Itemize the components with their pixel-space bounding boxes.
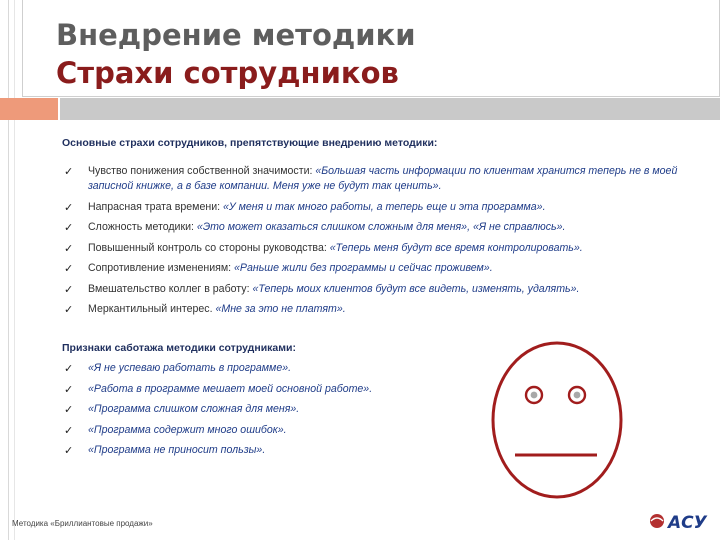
fear-item <box>62 241 702 256</box>
fear-quote: «У меня и так много работы, а теперь еще и эта программа». <box>223 200 546 213</box>
sabotage-item <box>62 402 462 417</box>
check-icon: ✓ <box>64 200 74 214</box>
footer-text: Методика «Бриллиантовые продажи» <box>12 519 153 528</box>
fear-item <box>62 200 702 215</box>
check-icon: ✓ <box>64 403 74 416</box>
check-icon: ✓ <box>64 444 74 457</box>
fear-quote: «Теперь моих клиентов будут все видеть, изменять, удалять». <box>252 282 580 295</box>
check-icon: ✓ <box>64 282 74 296</box>
fear-item <box>62 282 702 297</box>
accent-bar-orange <box>0 98 58 120</box>
sabotage-quote: «Программа слишком сложная для меня». <box>88 403 300 415</box>
fear-label: Сопротивление изменениям: <box>88 262 235 274</box>
check-icon: ✓ <box>64 303 74 316</box>
fear-item <box>62 164 702 194</box>
fear-quote: «Раньше жили без программы и сейчас проживем». <box>234 262 493 274</box>
sabotage-item <box>62 423 462 438</box>
sabotage-list <box>62 361 462 464</box>
fear-label: Чувство понижения собственной значимости: <box>88 165 316 177</box>
sabotage-item <box>62 443 462 458</box>
svg-text:АСУ: АСУ <box>668 513 707 533</box>
check-icon: ✓ <box>64 221 74 234</box>
neutral-face-icon <box>490 340 624 500</box>
check-icon: ✓ <box>64 262 74 275</box>
slide-subtitle: Страхи сотрудников <box>56 56 399 90</box>
sabotage-item <box>62 361 462 376</box>
check-icon: ✓ <box>64 165 74 178</box>
check-icon: ✓ <box>64 382 74 396</box>
fear-label: Напрасная трата времени: <box>88 200 223 213</box>
fear-item <box>62 302 702 317</box>
check-icon: ✓ <box>64 423 74 437</box>
left-rule <box>8 0 9 540</box>
sabotage-quote: «Работа в программе мешает моей основной работе». <box>88 382 373 395</box>
sabotage-quote: «Я не успеваю работать в программе». <box>88 362 292 374</box>
slide-title: Внедрение методики <box>56 18 416 52</box>
sabotage-quote: «Программа не приносит пользы». <box>88 444 266 456</box>
left-rule-inner <box>14 0 15 540</box>
fears-list <box>62 164 702 323</box>
fear-quote: «Большая часть информации по клиентам хранится теперь не в моей записной книжке, а в базе компании. Меня уже не будут так ценить». <box>88 165 678 192</box>
fear-item <box>62 220 702 235</box>
sabotage-heading: Признаки саботажа методики сотрудниками: <box>62 342 296 354</box>
check-icon: ✓ <box>64 241 74 255</box>
fear-quote: «Мне за это не платят». <box>215 303 346 315</box>
fear-label: Меркантильный интерес. <box>88 303 216 315</box>
fear-quote: «Это может оказаться слишком сложным для меня», «Я не справлюсь». <box>196 221 566 233</box>
fear-quote: «Теперь меня будут все время контролировать». <box>329 241 583 254</box>
fears-heading: Основные страхи сотрудников, препятствующие внедрению методики: <box>62 137 438 149</box>
fear-item <box>62 261 702 276</box>
fear-label: Вмешательство коллег в работу: <box>88 282 253 295</box>
fear-label: Повышенный контроль со стороны руководства: <box>88 241 330 254</box>
fear-label: Сложность методики: <box>88 221 197 233</box>
accent-bar-gray <box>60 98 720 120</box>
check-icon: ✓ <box>64 362 74 375</box>
sabotage-item <box>62 382 462 397</box>
sabotage-quote: «Программа содержит много ошибок». <box>88 423 287 436</box>
asu-logo-icon <box>648 509 714 533</box>
